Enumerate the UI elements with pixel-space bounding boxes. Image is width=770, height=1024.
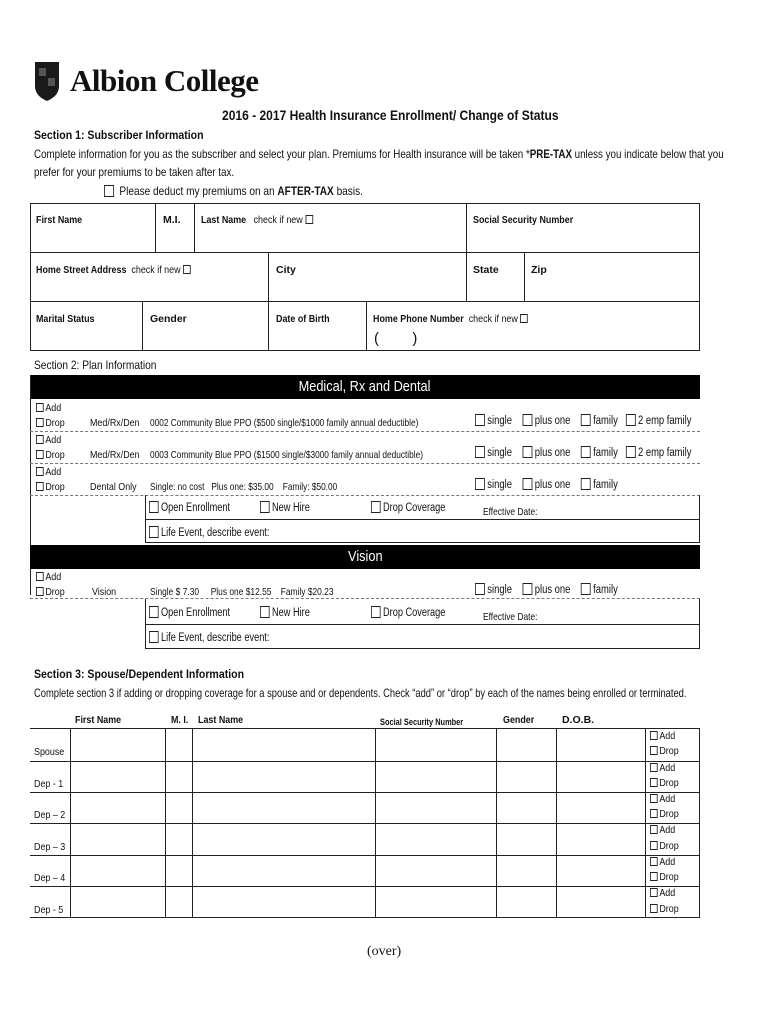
spouse-add[interactable]: Add — [650, 730, 675, 742]
section3-intro: Complete section 3 if adding or dropping coverage for a spouse and or dependents. Check “add” or “drop” by each of the names being enrolled or terminated. — [34, 686, 687, 700]
plan3-type: Dental Only — [90, 481, 137, 493]
mi-label: M.I. — [163, 214, 181, 226]
form-title: 2016 - 2017 Health Insurance Enrollment/ Change of Status — [222, 107, 559, 123]
row-label-dep5: Dep - 5 — [34, 904, 64, 916]
dep1-add[interactable]: Add — [650, 762, 675, 774]
plan2-drop[interactable]: Drop — [36, 449, 65, 461]
vision-single-checkbox[interactable] — [475, 583, 485, 595]
plan2-single-checkbox[interactable] — [475, 446, 485, 458]
spouse-drop[interactable]: Drop — [650, 745, 679, 757]
dep2-add[interactable]: Add — [650, 793, 675, 805]
plan3-add[interactable]: Add — [36, 466, 61, 478]
dep4-drop[interactable]: Drop — [650, 871, 679, 883]
zip-label: Zip — [531, 264, 547, 276]
col-last-name: Last Name — [198, 714, 244, 726]
plan1-add[interactable]: Add — [36, 402, 61, 414]
dep1-drop[interactable]: Drop — [650, 777, 679, 789]
dep2-drop[interactable]: Drop — [650, 808, 679, 820]
plan2-tier-options: single plus one family 2 emp family — [475, 446, 691, 459]
vision-add[interactable]: Add — [36, 571, 61, 583]
vision-effective-date[interactable]: Effective Date: — [483, 611, 538, 623]
section1-heading: Section 1: Subscriber Information — [34, 128, 204, 142]
section1-intro-line2: prefer for your premiums to be taken after tax. — [34, 165, 235, 179]
phone-new-checkbox[interactable] — [520, 314, 528, 323]
vision-open-enrollment[interactable]: Open Enrollment — [149, 606, 230, 619]
vision-banner: Vision — [30, 545, 700, 569]
vision-drop-coverage[interactable]: Drop Coverage — [371, 606, 445, 619]
plan1-2emp-checkbox[interactable] — [626, 414, 636, 426]
subscriber-grid — [30, 203, 700, 351]
plan1-drop[interactable]: Drop — [36, 417, 65, 429]
dep3-drop[interactable]: Drop — [650, 840, 679, 852]
dep4-add[interactable]: Add — [650, 856, 675, 868]
plan3-plusone-checkbox[interactable] — [522, 478, 532, 490]
last-name-label: Last Name check if new — [201, 214, 315, 226]
medical-life-event[interactable]: Life Event, describe event: — [149, 526, 269, 539]
college-logo — [33, 60, 61, 102]
shield-icon — [33, 60, 61, 102]
medical-drop-coverage[interactable]: Drop Coverage — [371, 501, 445, 514]
plan1-desc: 0002 Community Blue PPO ($500 single/$1000 family annual deductible) — [150, 417, 419, 429]
plan2-plusone-checkbox[interactable] — [522, 446, 532, 458]
first-name-label: First Name — [36, 214, 83, 226]
ssn-label: Social Security Number — [473, 214, 574, 226]
vision-type: Vision — [92, 586, 117, 598]
col-gender: Gender — [503, 714, 535, 726]
plan3-single-checkbox[interactable] — [475, 478, 485, 490]
plan2-2emp-checkbox[interactable] — [626, 446, 636, 458]
city-label: City — [276, 264, 296, 276]
row-label-dep2: Dep – 2 — [34, 809, 66, 821]
medical-new-hire[interactable]: New Hire — [260, 501, 310, 514]
phone-area-code[interactable]: ( ) — [374, 330, 418, 347]
address-new-checkbox[interactable] — [183, 265, 191, 274]
dob-label: Date of Birth — [276, 313, 330, 325]
vision-family-checkbox[interactable] — [581, 583, 591, 595]
plan1-type: Med/Rx/Den — [90, 417, 140, 429]
section1-intro: Complete information for you as the subscriber and select your plan. Premiums for Health insurance will be taken *PRE-TAX unless you indicate below that you — [34, 147, 724, 161]
row-label-dep1: Dep - 1 — [34, 778, 64, 790]
dep5-drop[interactable]: Drop — [650, 903, 679, 915]
plan3-drop[interactable]: Drop — [36, 481, 65, 493]
dep5-add[interactable]: Add — [650, 887, 675, 899]
after-tax-checkbox[interactable] — [104, 185, 114, 197]
dep3-add[interactable]: Add — [650, 824, 675, 836]
col-first-name: First Name — [75, 714, 122, 726]
college-name: Albion College — [70, 63, 259, 98]
gender-label: Gender — [150, 313, 187, 325]
plan3-family-checkbox[interactable] — [581, 478, 591, 490]
col-mi: M. I. — [171, 714, 189, 726]
col-ssn: Social Security Number — [380, 717, 464, 728]
plan2-desc: 0003 Community Blue PPO ($1500 single/$3000 family annual deductible) — [150, 449, 423, 461]
medical-banner: Medical, Rx and Dental — [30, 375, 700, 399]
home-phone-label: Home Phone Number check if new — [373, 313, 530, 325]
last-name-new-checkbox[interactable] — [305, 215, 313, 224]
page-continues-note: (over) — [367, 944, 402, 959]
medical-effective-date[interactable]: Effective Date: — [483, 506, 538, 518]
plan3-tier-options: single plus one family — [475, 478, 618, 491]
plan2-family-checkbox[interactable] — [581, 446, 591, 458]
marital-label: Marital Status — [36, 313, 95, 325]
section3-heading: Section 3: Spouse/Dependent Information — [34, 667, 245, 681]
row-label-dep3: Dep – 3 — [34, 841, 66, 853]
row-label-spouse: Spouse — [34, 746, 65, 758]
vision-desc: Single $ 7.30 Plus one $12.55 Family $20.23 — [150, 586, 334, 598]
plan1-single-checkbox[interactable] — [475, 414, 485, 426]
section2-heading: Section 2: Plan Information — [34, 358, 157, 372]
medical-open-enrollment[interactable]: Open Enrollment — [149, 501, 230, 514]
plan1-plusone-checkbox[interactable] — [522, 414, 532, 426]
plan1-tier-options: single plus one family 2 emp family — [475, 414, 691, 427]
plan2-add[interactable]: Add — [36, 434, 61, 446]
vision-new-hire[interactable]: New Hire — [260, 606, 310, 619]
home-address-label: Home Street Address check if new — [36, 264, 192, 276]
plan2-type: Med/Rx/Den — [90, 449, 140, 461]
col-dob: D.O.B. — [562, 714, 595, 726]
plan1-family-checkbox[interactable] — [581, 414, 591, 426]
vision-life-event[interactable]: Life Event, describe event: — [149, 631, 269, 644]
vision-plusone-checkbox[interactable] — [522, 583, 532, 595]
plan3-desc: Single: no cost Plus one: $35.00 Family: $50.00 — [150, 481, 338, 493]
vision-tier-options: single plus one family — [475, 583, 618, 596]
vision-drop[interactable]: Drop — [36, 586, 65, 598]
after-tax-option[interactable]: Please deduct my premiums on an AFTER-TAX basis. — [104, 184, 363, 198]
row-label-dep4: Dep – 4 — [34, 872, 66, 884]
state-label: State — [473, 264, 499, 276]
